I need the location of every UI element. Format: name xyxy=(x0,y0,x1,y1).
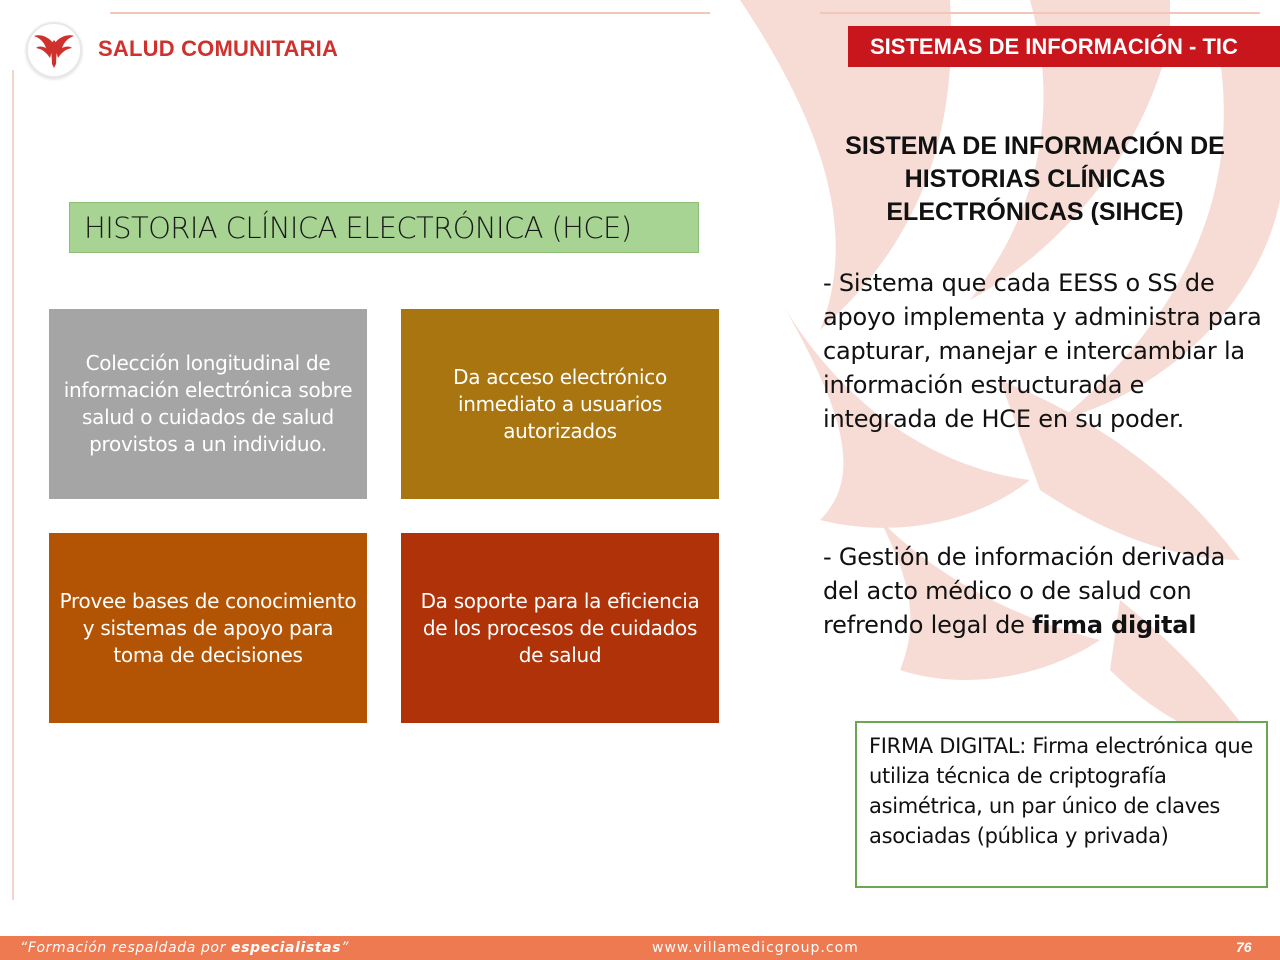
hce-card-soporte xyxy=(401,533,719,723)
frame-top-line-right xyxy=(820,12,1260,14)
card-text: Colección longitudinal de información electrónica sobre salud o cuidados de salud provistos a un individuo. xyxy=(63,351,353,456)
hce-card-coleccion xyxy=(49,309,367,499)
hce-card-acceso xyxy=(401,309,719,499)
section-tag: SISTEMAS DE INFORMACIÓN - TIC xyxy=(848,26,1280,67)
footer-bar xyxy=(0,936,1280,960)
hce-card-conocimiento xyxy=(49,533,367,723)
card-text: Provee bases de conocimiento y sistemas de apoyo para toma de decisiones xyxy=(59,588,357,667)
card-text: Da soporte para la eficiencia de los procesos de cuidados de salud xyxy=(420,588,700,667)
page-number: 76 xyxy=(1236,939,1252,955)
motto-suffix: ” xyxy=(341,940,349,956)
card-text: Da acceso electrónico inmediato a usuarios autorizados xyxy=(453,364,667,443)
footer-url[interactable]: www.villamedicgroup.com xyxy=(652,940,859,956)
brand-title: SALUD COMUNITARIA xyxy=(98,36,339,61)
firma-digital-emphasis: firma digital xyxy=(1032,611,1197,639)
gestion-text: - Gestión de información derivada del acto médico o de salud con refrendo legal de xyxy=(823,543,1226,639)
frame-top-line xyxy=(110,12,710,14)
sihce-gestion xyxy=(823,540,1263,642)
sihce-definition: - Sistema que cada EESS o SS de apoyo implementa y administra para capturar, manejar e intercambiar la información estructurada e integrada de HCE en su poder. xyxy=(823,269,1262,433)
sihce-title: SISTEMA DE INFORMACIÓN DE HISTORIAS CLÍNICAS ELECTRÓNICAS (SIHCE) xyxy=(845,132,1225,226)
frame-left-line xyxy=(12,70,14,900)
motto-prefix: “Formación respaldada por xyxy=(20,940,231,956)
phoenix-logo-icon xyxy=(26,22,82,78)
motto-bold: especialistas xyxy=(230,940,342,956)
firma-digital-box: FIRMA DIGITAL: Firma electrónica que utiliza técnica de criptografía asimétrica, un par único de claves asociadas (pública y privada) xyxy=(855,721,1268,888)
hce-title: HISTORIA CLÍNICA ELECTRÓNICA (HCE) xyxy=(69,202,699,253)
footer-motto xyxy=(20,940,349,956)
